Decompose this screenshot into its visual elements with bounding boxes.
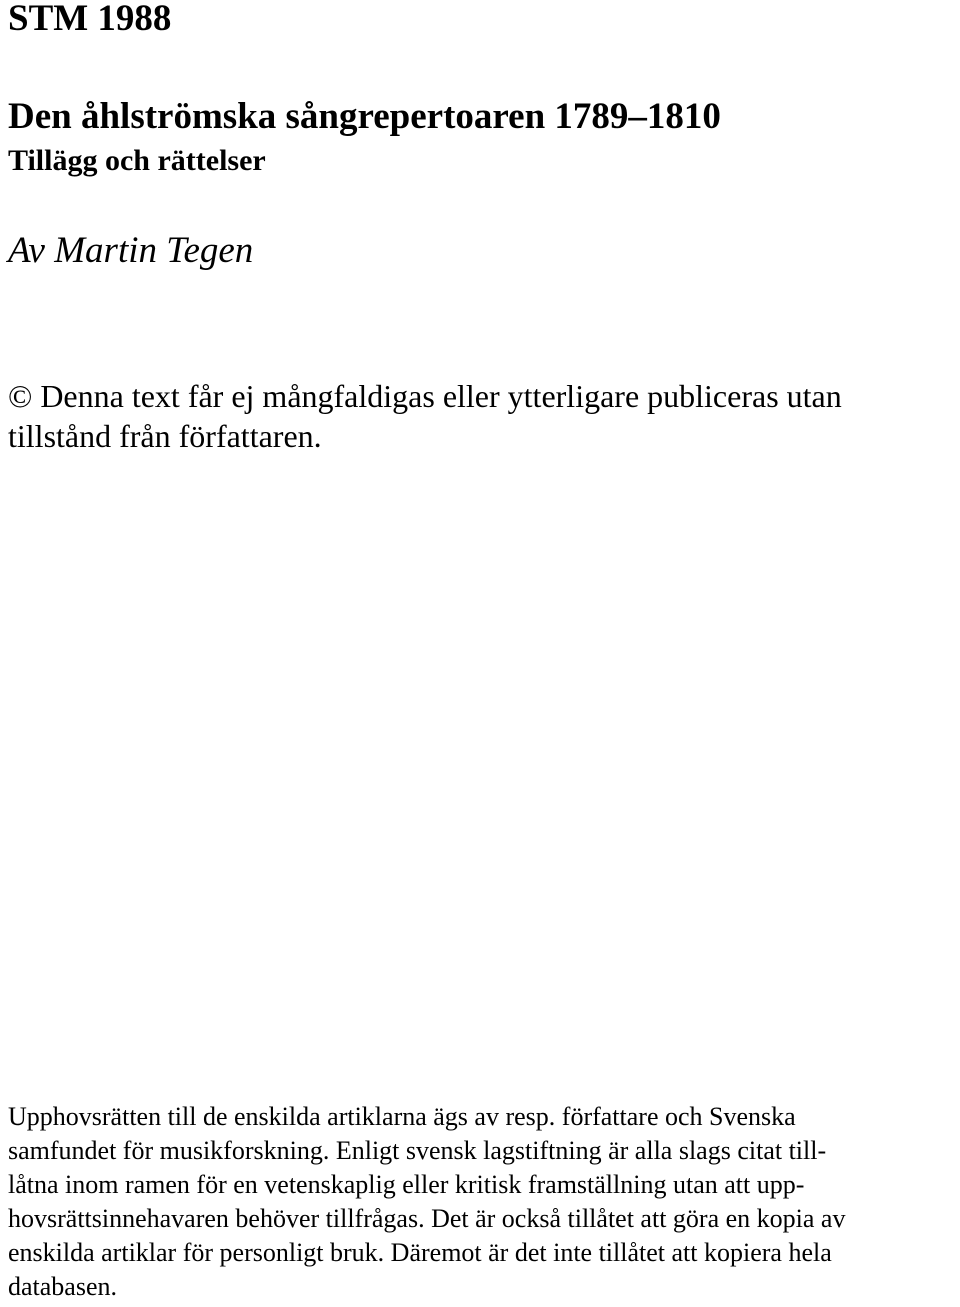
- copyright-paragraph: [8, 1100, 958, 1304]
- journal-heading: STM 1988: [8, 0, 172, 39]
- copyright-line: databasen.: [8, 1272, 118, 1301]
- copyright-line: samfundet för musikforskning. Enligt svensk lagstiftning är alla slags citat till-: [8, 1136, 827, 1165]
- copyright-line: enskilda artiklar för personligt bruk. Däremot är det inte tillåtet att kopiera hela: [8, 1238, 832, 1267]
- copyright-line: låtna inom ramen för en vetenskaplig eller kritisk framställning utan att upp-: [8, 1170, 805, 1199]
- copyright-line: hovsrättsinnehavaren behöver tillfrågas. Det är också tillåtet att göra en kopia av: [8, 1204, 846, 1233]
- article-title: Den åhlströmska sångrepertoaren 1789–1810: [8, 96, 721, 137]
- article-author: Av Martin Tegen: [8, 230, 254, 271]
- copyright-line: Upphovsrätten till de enskilda artiklarna ägs av resp. författare och Svenska: [8, 1102, 796, 1131]
- notice-line: tillstånd från författaren.: [8, 418, 322, 454]
- reproduction-notice: [8, 376, 953, 456]
- article-subtitle: Tillägg och rättelser: [8, 144, 266, 177]
- notice-line: © Denna text får ej mångfaldigas eller ytterligare publiceras utan: [8, 378, 842, 414]
